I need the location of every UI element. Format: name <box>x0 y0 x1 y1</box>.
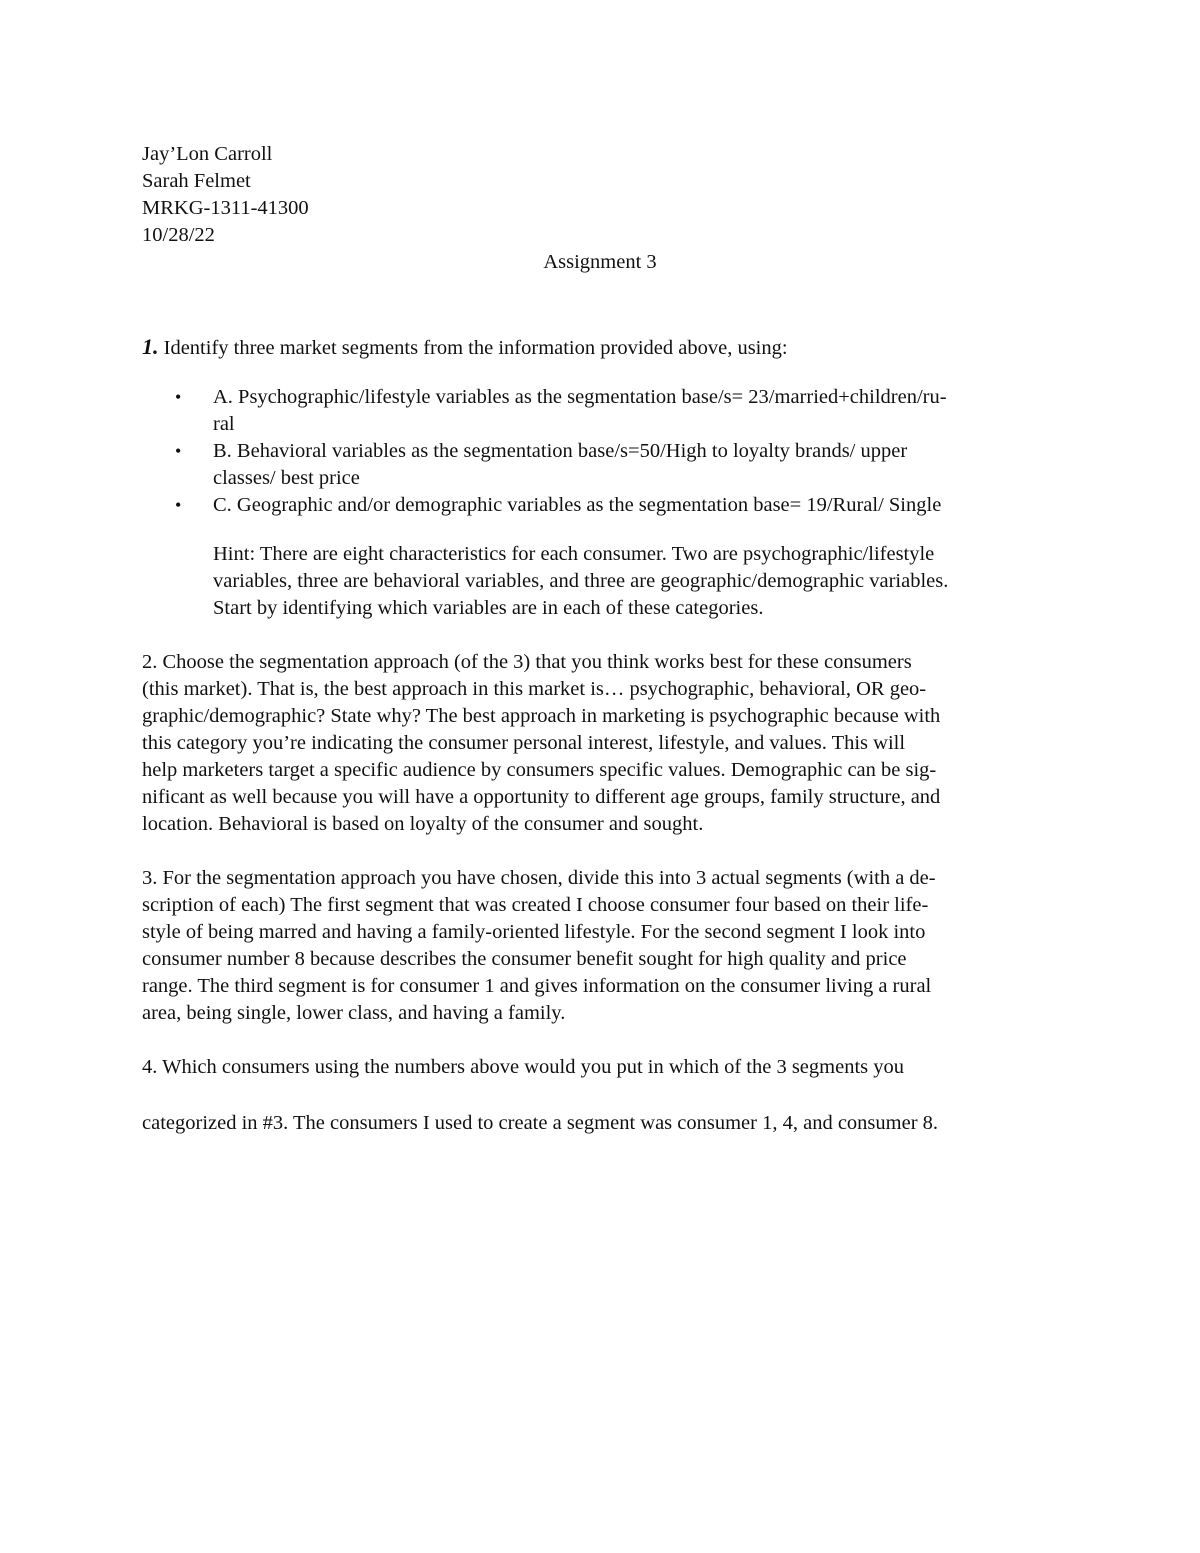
course-code: MRKG-1311-41300 <box>142 197 309 219</box>
bullet-b-line-1: B. Behavioral variables as the segmentation base/s=50/High to loyalty brands/ upper <box>213 440 908 462</box>
question-4-line-1: 4. Which consumers using the numbers above would you put in which of the 3 segments you <box>142 1056 904 1078</box>
bullet-item-b <box>142 438 1062 492</box>
question-4-line-2: categorized in #3. The consumers I used to create a segment was consumer 1, 4, and consumer 8. <box>142 1112 939 1134</box>
instructor-name: Sarah Felmet <box>142 170 251 192</box>
document-content <box>142 141 1062 1137</box>
page-title: Assignment 3 <box>543 251 657 273</box>
bullet-item-a <box>142 384 1062 438</box>
question-1 <box>142 333 1062 362</box>
bullet-a-line-2: ral <box>213 413 235 435</box>
question-3-line-5: range. The third segment is for consumer 1 and gives information on the consumer living a rural <box>142 975 932 997</box>
question-2-paragraph <box>142 649 1062 838</box>
assignment-date: 10/28/22 <box>142 224 215 246</box>
question-2-line-4: this category you’re indicating the consumer personal interest, lifestyle, and values. This will <box>142 732 906 754</box>
bullet-c-line-1: C. Geographic and/or demographic variables as the segmentation base= 19/Rural/ Single <box>213 494 942 516</box>
question-3-line-1: 3. For the segmentation approach you have chosen, divide this into 3 actual segments (with a de- <box>142 867 936 889</box>
question-3-paragraph <box>142 865 1062 1027</box>
question-1-number: 1. <box>142 334 159 359</box>
bullet-item-c <box>142 492 1062 519</box>
question-2-line-6: nificant as well because you will have a opportunity to different age groups, family structure, and <box>142 786 941 808</box>
question-2-line-7: location. Behavioral is based on loyalty of the consumer and sought. <box>142 813 704 835</box>
bullet-dot-icon: • <box>175 387 182 407</box>
hint-line-1: Hint: There are eight characteristics for each consumer. Two are psychographic/lifestyle <box>213 543 935 565</box>
hint-line-2: variables, three are behavioral variables, and three are geographic/demographic variables. <box>213 570 949 592</box>
question-3-line-6: area, being single, lower class, and having a family. <box>142 1002 566 1024</box>
question-3-line-3: style of being marred and having a family-oriented lifestyle. For the second segment I look into <box>142 921 926 943</box>
bullet-b-line-2: classes/ best price <box>213 467 360 489</box>
bullet-dot-icon: • <box>175 441 182 461</box>
header-block <box>142 141 1062 249</box>
hint-paragraph <box>142 541 1062 622</box>
question-3-line-4: consumer number 8 because describes the consumer benefit sought for high quality and price <box>142 948 907 970</box>
question-2-line-2: (this market). That is, the best approach in this market is… psychographic, behavioral, OR geo- <box>142 678 927 700</box>
segment-bullet-list <box>142 384 1062 519</box>
question-2-line-3: graphic/demographic? State why? The best approach in marketing is psychographic because with <box>142 705 941 727</box>
bullet-dot-icon: • <box>175 495 182 515</box>
hint-line-3: Start by identifying which variables are in each of these categories. <box>213 597 764 619</box>
question-2-line-5: help marketers target a specific audience by consumers specific values. Demographic can be sig- <box>142 759 937 781</box>
question-1-text: Identify three market segments from the information provided above, using: <box>163 337 788 359</box>
bullet-a-line-1: A. Psychographic/lifestyle variables as the segmentation base/s= 23/married+children/ru- <box>213 386 947 408</box>
student-name: Jay’Lon Carroll <box>142 143 273 165</box>
question-3-line-2: scription of each) The first segment that was created I choose consumer four based on their life- <box>142 894 929 916</box>
question-2-line-1: 2. Choose the segmentation approach (of the 3) that you think works best for these consumers <box>142 651 912 673</box>
